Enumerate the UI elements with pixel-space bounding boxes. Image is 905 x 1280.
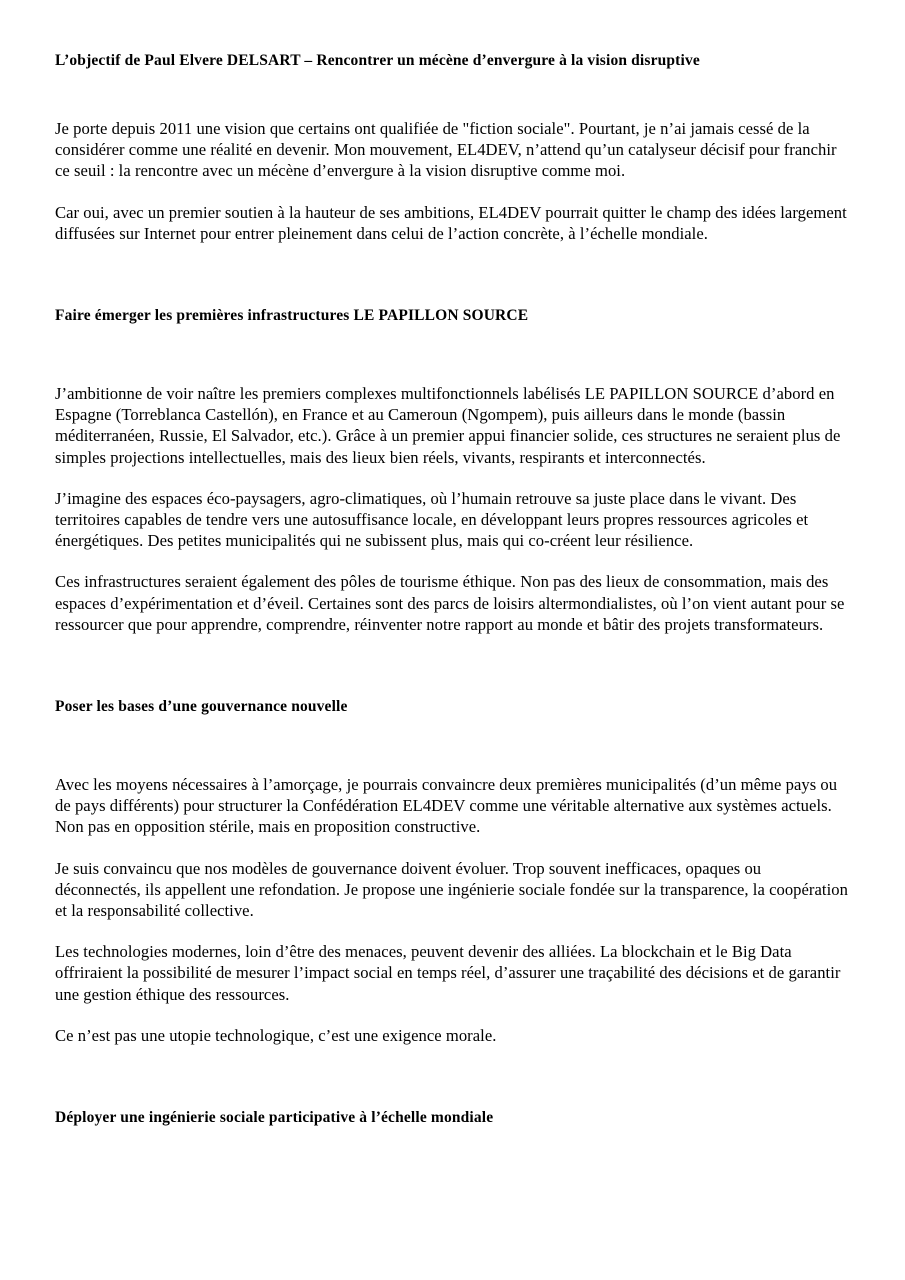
section-2-paragraph-4: Ce n’est pas une utopie technologique, c’est une exigence morale. xyxy=(55,1025,497,1045)
section-2-paragraph-3: Les technologies modernes, loin d’être des menaces, peuvent devenir des alliées. La blockchain et le Big Data offriraient la possibilité de mesurer l’impact social en temps réel, d’assurer une traçabilité des décisions et de garantir une gestion éthique des ressources. xyxy=(55,942,841,1004)
section-heading-1: Faire émerger les premières infrastructures LE PAPILLON SOURCE xyxy=(55,307,529,325)
spacer xyxy=(55,244,851,305)
spacer xyxy=(55,717,851,774)
spacer xyxy=(55,468,851,488)
section-1-paragraph-3: Ces infrastructures seraient également des pôles de tourisme éthique. Non pas des lieux de consommation, mais des espaces d’expérimentation et d’éveil. Certaines sont des parcs de loisirs altermondialistes, où l’on vient autant pour se ressourcer que pour apprendre, comprendre, réinventer notre rapport au monde et bâtir des projets transformateurs. xyxy=(55,572,845,634)
section-2-paragraph-2: Je suis convaincu que nos modèles de gouvernance doivent évoluer. Trop souvent inefficaces, opaques ou déconnectés, ils appellent une refondation. Je propose une ingénierie sociale fondée sur la transparence, la coopération et la responsabilité collective. xyxy=(55,858,848,921)
spacer xyxy=(55,1005,851,1025)
spacer xyxy=(55,182,851,202)
spacer xyxy=(55,838,851,858)
section-1-paragraph-1: J’ambitionne de voir naître les premiers complexes multifonctionnels labélisés LE PAPILLON SOURCE d’abord en Espagne (Torreblanca Castellón), en France et au Cameroun (Ngompem), puis ailleurs dans le monde (bassin méditerranéen, Russie, El Salvador, etc.). Grâce à un premier appui financier solide, ces structures ne seraient plus de simples projections intellectuelles, mais des lieux bien réels, vivants, respirants et interconnectés. xyxy=(55,384,841,467)
spacer xyxy=(55,326,851,383)
section-heading-2: Poser les bases d’une gouvernance nouvelle xyxy=(55,698,348,716)
section-2-paragraph-1: Avec les moyens nécessaires à l’amorçage, je pourrais convaincre deux premières municipalités (d’un même pays ou de pays différents) pour structurer la Confédération EL4DEV comme une véritable alternative aux systèmes actuels. Non pas en opposition stérile, mais en proposition constructive. xyxy=(55,775,838,837)
spacer xyxy=(55,921,851,941)
spacer xyxy=(55,71,851,118)
spacer xyxy=(55,635,851,696)
intro-paragraph-1: Je porte depuis 2011 une vision que certains ont qualifiée de "fiction sociale". Pourtant, je n’ai jamais cessé de la considérer comme une réalité en devenir. Mon mouvement, EL4DEV, n’attend qu’un catalyseur décisif pour franchir ce seuil : la rencontre avec un mécène d’envergure à la vision disruptive comme moi. xyxy=(55,119,837,181)
spacer xyxy=(55,1046,851,1107)
section-1-paragraph-2: J’imagine des espaces éco-paysagers, agro-climatiques, où l’humain retrouve sa juste place dans le vivant. Des territoires capables de tendre vers une autosuffisance locale, en développant leurs propres ressources agricoles et énergétiques. Des petites municipalités qui ne subissent plus, mais qui co-créent leur résilience. xyxy=(55,488,809,551)
spacer xyxy=(55,551,851,571)
page-title: L’objectif de Paul Elvere DELSART – Rencontrer un mécène d’envergure à la vision disruptive xyxy=(55,52,700,69)
intro-paragraph-2: Car oui, avec un premier soutien à la hauteur de ses ambitions, EL4DEV pourrait quitter le champ des idées largement diffusées sur Internet pour entrer pleinement dans celui de l’action concrète, à l’échelle mondiale. xyxy=(55,202,847,243)
section-heading-3: Déployer une ingénierie sociale participative à l’échelle mondiale xyxy=(55,1109,494,1127)
document-content xyxy=(55,0,851,1128)
